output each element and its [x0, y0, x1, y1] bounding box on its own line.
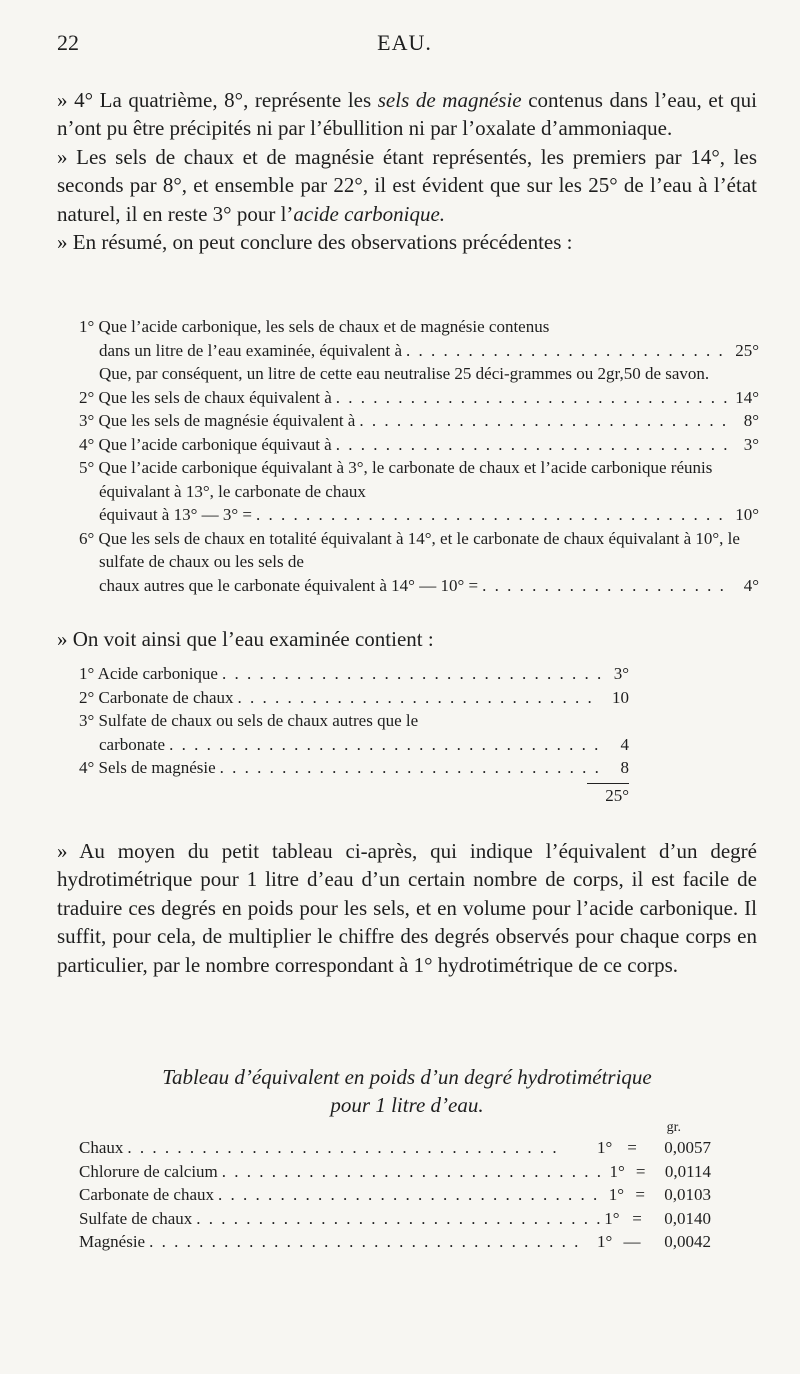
emphasis: acide carbonique. — [293, 201, 446, 226]
emphasis: sels de magnésie — [377, 88, 522, 112]
substance-name: Magnésie — [79, 1232, 146, 1251]
leader-dots — [149, 1230, 593, 1254]
summary-list: 1° Que l’acide carbonique, les sels de chaux et de magnésie contenus dans un litre de l’eau examinée, équivalent à . . . 25° Que, par conséquent, un litre de cette eau neutralise 25 déci-grammes ou 2gr,50 de savon. 2° Que les sels de chaux équivalent à . . . 14° 3° Que les sels de magnésie équivalent à . . . 8° 4° Que l’acide carbonique équivaut à . . . 3° 5° Que l’acide carbonique équivalant à 3°, le carbonate de chaux et l’acide carbonique réunis équivalant à 13°, le carbonate de chaux équivaut à 13° — 3° = . . . 10° 6° Que les sels de chaux en totalité équivalant à 14°, et le carbonate de chaux équivalant à 10°, le sulfate de chaux ou les sels de chaux autres que le carbonate équivalent à 14° — 10° = . . . 4° — [79, 315, 759, 597]
summary-item-4: 4° Que l’acide carbonique équivaut à . . . 3° — [79, 433, 759, 457]
equivalence-table — [79, 1120, 711, 1254]
unit-label: gr. — [666, 1120, 681, 1135]
contents-intro: » On voit ainsi que l’eau examinée contient : — [57, 627, 434, 651]
paragraph-4th-fraction: » 4° La quatrième, 8°, représente les sels de magnésie contenus dans l’eau, et qui n’ont pu être précipités ni par l’ébullition ni par l’oxalate d’ammoniaque. — [57, 88, 757, 141]
contents-item-2: 2° Carbonate de chaux . . . 10 — [79, 686, 629, 710]
table-row — [79, 1230, 711, 1254]
degree-value: 1° — [597, 1138, 613, 1157]
summary-item-2: 2° Que les sels de chaux équivalent à . . . 14° — [79, 386, 759, 410]
leader-dots — [218, 1183, 605, 1207]
equals-sign: = — [635, 1185, 645, 1204]
contents-item-1: 1° Acide carbonique . . . 3° — [79, 662, 629, 686]
page-number: 22 — [57, 30, 79, 55]
weight-value: 0,0140 — [664, 1208, 711, 1228]
weight-value: 0,0114 — [664, 1161, 711, 1181]
intro-paragraphs — [57, 86, 757, 256]
paragraph-lime-magnesia: » Les sels de chaux et de magnésie étant représentés, les premiers par 14°, les seconds par 8°, et ensemble par 22°, il est évident que sur les 25° de l’eau à l’état naturel, il en reste 3° pour l’acide carbonique. — [57, 144, 757, 226]
explanation-paragraph: » Au moyen du petit tableau ci-après, qui indique l’équivalent d’un degré hydrotimétrique pour 1 litre d’eau d’un certain nombre de corps, il est facile de traduire ces degrés en poids pour les sels, et en volume pour l’acide carbonique. Il suffit, pour cela, de multiplier le chiffre des degrés observés pour chaque corps en particulier, par le nombre correspondant à 1° hydrotimétrique de ce corps. — [57, 839, 757, 977]
weight-value: 0,0042 — [664, 1232, 711, 1251]
substance-name: Chlorure de calcium — [79, 1161, 218, 1181]
summary-item-1: 1° Que l’acide carbonique, les sels de chaux et de magnésie contenus — [79, 317, 550, 336]
contents-item-3: 3° Sulfate de chaux ou sels de chaux autres que le carbonate . . . 4 — [79, 709, 629, 756]
leader-dots — [222, 1160, 606, 1184]
contents-total: 25° — [605, 785, 629, 805]
running-title: EAU. — [377, 30, 432, 55]
substance-name: Sulfate de chaux — [79, 1208, 193, 1228]
page-header — [57, 30, 752, 64]
degree-value: 1° — [604, 1208, 620, 1228]
substance-name: Carbonate de chaux — [79, 1185, 214, 1204]
degree-value: 1° — [609, 1161, 625, 1181]
summary-item-5: 5° Que l’acide carbonique équivalant à 3°, le carbonate de chaux et l’acide carbonique réunis équivalant à 13°, le carbonate de chaux — [79, 458, 713, 501]
leader-dots — [196, 1207, 600, 1231]
summary-item-3: 3° Que les sels de magnésie équivalent à . . . 8° — [79, 409, 759, 433]
equals-sign: — — [623, 1232, 641, 1251]
summary-note: Que, par conséquent, un litre de cette eau neutralise 25 déci-grammes ou 2gr,50 de savon. — [99, 364, 710, 383]
weight-value: 0,0057 — [664, 1138, 711, 1157]
table-row — [79, 1160, 711, 1184]
degree-value: 1° — [608, 1185, 625, 1204]
contents-list — [79, 662, 629, 807]
table-row — [79, 1136, 711, 1160]
weight-value: 0,0103 — [664, 1185, 711, 1204]
equals-sign: = — [627, 1138, 637, 1157]
paragraph-summary-intro: » En résumé, on peut conclure des observations précédentes : — [57, 230, 573, 255]
equals-sign: = — [635, 1161, 646, 1181]
table-title: Tableau d’équivalent en poids d’un degré hydrotimétrique pour 1 litre d’eau. — [162, 1065, 652, 1118]
equals-sign: = — [632, 1208, 642, 1228]
degree-value: 1° — [597, 1232, 613, 1251]
contents-item-4: 4° Sels de magnésie . . . 8 — [79, 756, 629, 780]
table-row — [79, 1183, 711, 1207]
leader-dots — [127, 1136, 593, 1160]
table-row — [79, 1207, 711, 1231]
substance-name: Chaux — [79, 1138, 124, 1157]
summary-item-6: 6° Que les sels de chaux en totalité équivalant à 14°, et le carbonate de chaux équivalant à 10°, le sulfate de chaux ou les sels de — [79, 528, 740, 571]
